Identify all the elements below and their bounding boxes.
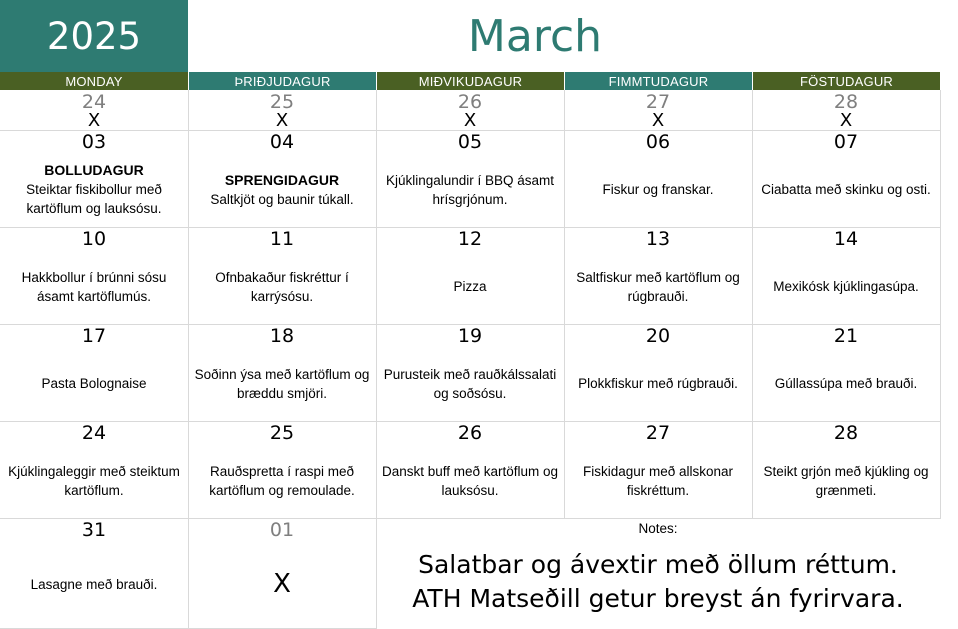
day-number: 05: [457, 131, 483, 153]
closed-mark: X: [273, 568, 291, 599]
menu-content: [378, 249, 562, 324]
holiday-title: BOLLUDAGUR: [44, 162, 144, 178]
menu-content: [2, 540, 186, 628]
day-cell: [564, 324, 753, 422]
notes-section: [376, 518, 940, 628]
day-cell: [0, 90, 189, 131]
closed-mark: X: [651, 110, 665, 131]
notes-line-2: ATH Matseðill getur breyst án fyrirvara.: [412, 584, 904, 613]
closed-mark: X: [839, 110, 853, 131]
closed-mark: X: [275, 110, 289, 131]
day-cell: [564, 227, 753, 325]
day-cell: [752, 421, 941, 519]
day-number: 20: [645, 325, 671, 347]
menu-text: Fiskur og franskar.: [602, 182, 714, 197]
day-cell: [564, 90, 753, 131]
menu-text: Danskt buff með kartöflum og lauksósu.: [381, 463, 559, 498]
menu-text: Mexikósk kjúklingasúpa.: [773, 279, 919, 294]
day-cell: [376, 324, 565, 422]
menu-text: Pasta Bolognaise: [41, 376, 147, 391]
day-cell: [0, 421, 189, 519]
day-cell: [376, 421, 565, 519]
day-number: 24: [81, 422, 107, 444]
menu-text: Saltkjöt og baunir túkall.: [210, 191, 354, 207]
menu-content: [2, 346, 186, 421]
menu-text: Steiktar fiskibollur með kartöflum og lauksósu.: [26, 182, 162, 216]
day-header-wednesday: MIÐVIKUDAGUR: [377, 72, 564, 90]
menu-content: [566, 346, 750, 421]
menu-text: Gúllassúpa með brauði.: [774, 376, 918, 391]
day-cell: [0, 130, 189, 228]
day-number: 14: [833, 228, 859, 250]
menu-content: [190, 152, 374, 227]
day-cell: [0, 324, 189, 422]
menu-content: [566, 249, 750, 324]
menu-text: Ofnbakaður fiskréttur í karrýsósu.: [215, 269, 349, 304]
menu-content: [754, 249, 938, 324]
closed-mark: X: [87, 110, 101, 131]
menu-content: [2, 249, 186, 324]
holiday-title: SPRENGIDAGUR: [224, 171, 340, 188]
day-number: 27: [645, 422, 671, 444]
day-number: 04: [269, 131, 295, 153]
day-cell: [752, 90, 941, 131]
day-number: 19: [457, 325, 483, 347]
day-number: 25: [269, 91, 295, 113]
day-header-friday: FÖSTUDAGUR: [753, 72, 940, 90]
day-number: 25: [269, 422, 295, 444]
day-number: 18: [269, 325, 295, 347]
menu-text: Rauðspretta í raspi með kartöflum og remoulade.: [209, 463, 355, 498]
day-number: 07: [833, 131, 859, 153]
day-number: 06: [645, 131, 671, 153]
menu-text: Ciabatta með skinku og osti.: [761, 182, 931, 197]
menu-content: [378, 443, 562, 518]
menu-text: Kjúklingalundir í BBQ ásamt hrísgrjónum.: [385, 172, 555, 207]
day-number: 10: [81, 228, 107, 250]
day-number: 28: [833, 91, 859, 113]
notes-label: Notes:: [638, 521, 678, 536]
menu-content: [2, 152, 186, 227]
day-cell: [376, 227, 565, 325]
day-number: 26: [457, 91, 483, 113]
menu-content: [190, 346, 374, 421]
menu-content: [566, 152, 750, 227]
day-header-thursday: FIMMTUDAGUR: [565, 72, 752, 90]
day-cell: [752, 130, 941, 228]
day-number: 27: [645, 91, 671, 113]
menu-text: Steikt grjón með kjúkling og grænmeti.: [763, 463, 929, 498]
menu-content: [190, 443, 374, 518]
day-cell: [752, 227, 941, 325]
menu-content: [566, 443, 750, 518]
day-cell: [0, 518, 189, 629]
day-cell: [376, 90, 565, 131]
day-number: 28: [833, 422, 859, 444]
menu-text: Lasagne með brauði.: [30, 576, 158, 592]
day-number: 13: [645, 228, 671, 250]
menu-content: [378, 152, 562, 227]
menu-content: [2, 443, 186, 518]
menu-text: Soðinn ýsa með kartöflum og bræddu smjöri.: [194, 366, 370, 401]
menu-text: Fiskidagur með allskonar fiskréttum.: [582, 463, 734, 498]
menu-content: [754, 443, 938, 518]
day-cell: [188, 130, 377, 228]
day-number: 03: [81, 131, 107, 153]
notes-line-1: Salatbar og ávextir með öllum réttum.: [418, 550, 898, 579]
menu-content: [190, 249, 374, 324]
menu-content: [190, 540, 374, 628]
menu-content: [754, 346, 938, 421]
day-cell: [564, 421, 753, 519]
menu-text: Kjúklingaleggir með steiktum kartöflum.: [8, 463, 180, 498]
day-cell: [0, 227, 189, 325]
day-number: 24: [81, 91, 107, 113]
day-number: 12: [457, 228, 483, 250]
month-title: March: [467, 10, 603, 62]
day-cell: [188, 421, 377, 519]
menu-text: Plokkfiskur með rúgbrauði.: [578, 376, 738, 391]
day-cell: [564, 130, 753, 228]
menu-text: Purusteik með rauðkálssalati og soðsósu.: [383, 366, 557, 401]
day-cell: [752, 324, 941, 422]
closed-mark: X: [463, 110, 477, 131]
menu-text: Hakkbollur í brúnni sósu ásamt kartöflumús.: [21, 269, 167, 304]
day-cell: [188, 324, 377, 422]
notes-text: [376, 548, 940, 616]
day-number: 26: [457, 422, 483, 444]
day-number: 31: [81, 519, 107, 541]
day-header-tuesday: ÞRIÐJUDAGUR: [189, 72, 376, 90]
menu-content: [754, 152, 938, 227]
day-number: 01: [269, 519, 295, 541]
day-cell: [376, 130, 565, 228]
day-number: 21: [833, 325, 859, 347]
day-number: 17: [81, 325, 107, 347]
day-cell: [188, 227, 377, 325]
day-number: 11: [269, 228, 295, 250]
day-header-monday: MONDAY: [0, 72, 188, 90]
day-cell: [188, 518, 377, 629]
menu-content: [378, 346, 562, 421]
day-cell: [188, 90, 377, 131]
year-label: 2025: [0, 0, 188, 72]
menu-text: Pizza: [453, 279, 487, 294]
menu-text: Saltfiskur með kartöflum og rúgbrauði.: [576, 269, 740, 304]
